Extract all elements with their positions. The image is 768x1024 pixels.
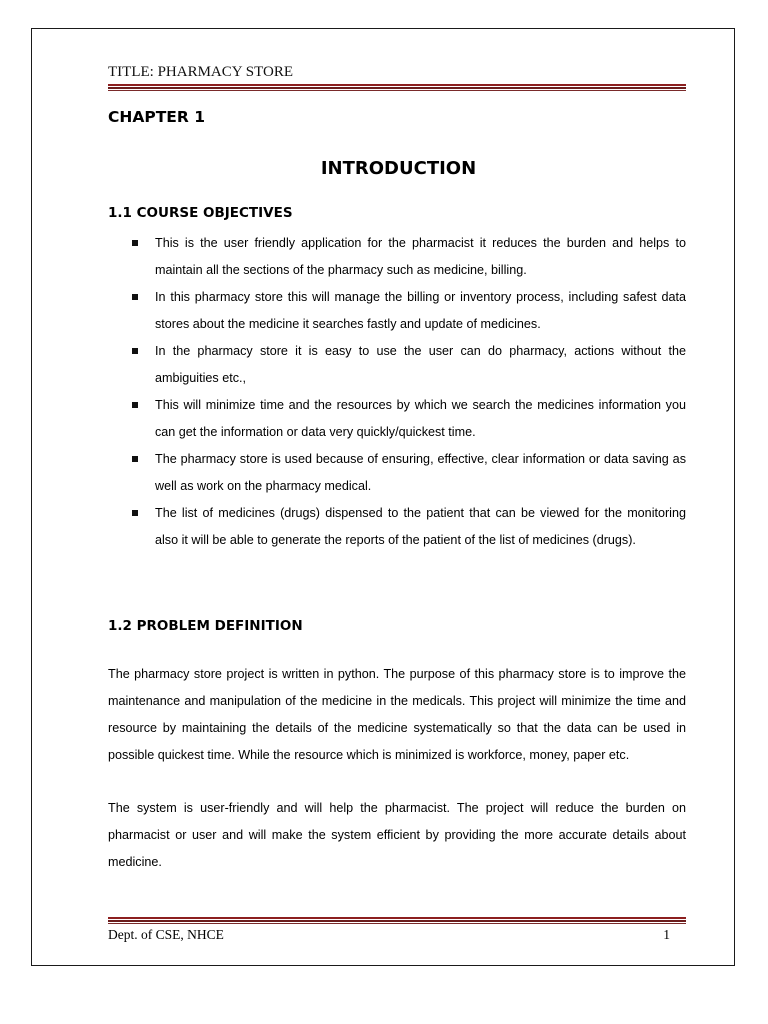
footer-rule [108,917,686,924]
objectives-list [108,230,686,554]
header-title: TITLE: PHARMACY STORE [108,64,294,80]
body-paragraph: The pharmacy store project is written in python. The purpose of this pharmacy store is to improve the maintenance and manipulation of the medicine in the medicals. This project will minimize the time and resource by maintaining the details of the medicine systematically so that the data can be used in possible quickest time. While the resource which is minimized is workforce, money, paper etc. [108,667,686,762]
chapter-label: CHAPTER 1 [108,108,205,126]
section-heading-course-objectives: 1.1 COURSE OBJECTIVES [108,205,293,221]
square-bullet-icon [132,240,138,246]
header-rule [108,84,686,91]
list-item [108,338,686,392]
section-heading-problem-definition: 1.2 PROBLEM DEFINITION [108,618,303,634]
list-item [108,500,686,554]
page-title: INTRODUCTION [320,158,477,179]
list-item [108,284,686,338]
list-item-text: In the pharmacy store it is easy to use the user can do pharmacy, actions without the ambiguities etc., [155,344,686,385]
list-item [108,392,686,446]
list-item [108,446,686,500]
list-item-text: In this pharmacy store this will manage the billing or inventory process, including safest data stores about the medicine it searches fastly and update of medicines. [155,290,686,331]
list-item [108,230,686,284]
square-bullet-icon [132,348,138,354]
square-bullet-icon [132,456,138,462]
list-item-text: This is the user friendly application for the pharmacist it reduces the burden and helps to maintain all the sections of the pharmacy such as medicine, billing. [155,236,686,277]
body-paragraph: The system is user-friendly and will help the pharmacist. The project will reduce the burden on pharmacist or user and will make the system efficient by providing the more accurate details about medicine. [108,801,686,869]
square-bullet-icon [132,294,138,300]
list-item-text: The pharmacy store is used because of ensuring, effective, clear information or data saving as well as work on the pharmacy medical. [155,452,686,493]
footer-page-number: 1 [663,927,670,942]
list-item-text: This will minimize time and the resources by which we search the medicines information you can get the information or data very quickly/quickest time. [155,398,686,439]
footer-department: Dept. of CSE, NHCE [108,927,224,942]
list-item-text: The list of medicines (drugs) dispensed to the patient that can be viewed for the monitoring also it will be able to generate the reports of the patient of the list of medicines (drugs). [155,506,686,547]
square-bullet-icon [132,510,138,516]
square-bullet-icon [132,402,138,408]
